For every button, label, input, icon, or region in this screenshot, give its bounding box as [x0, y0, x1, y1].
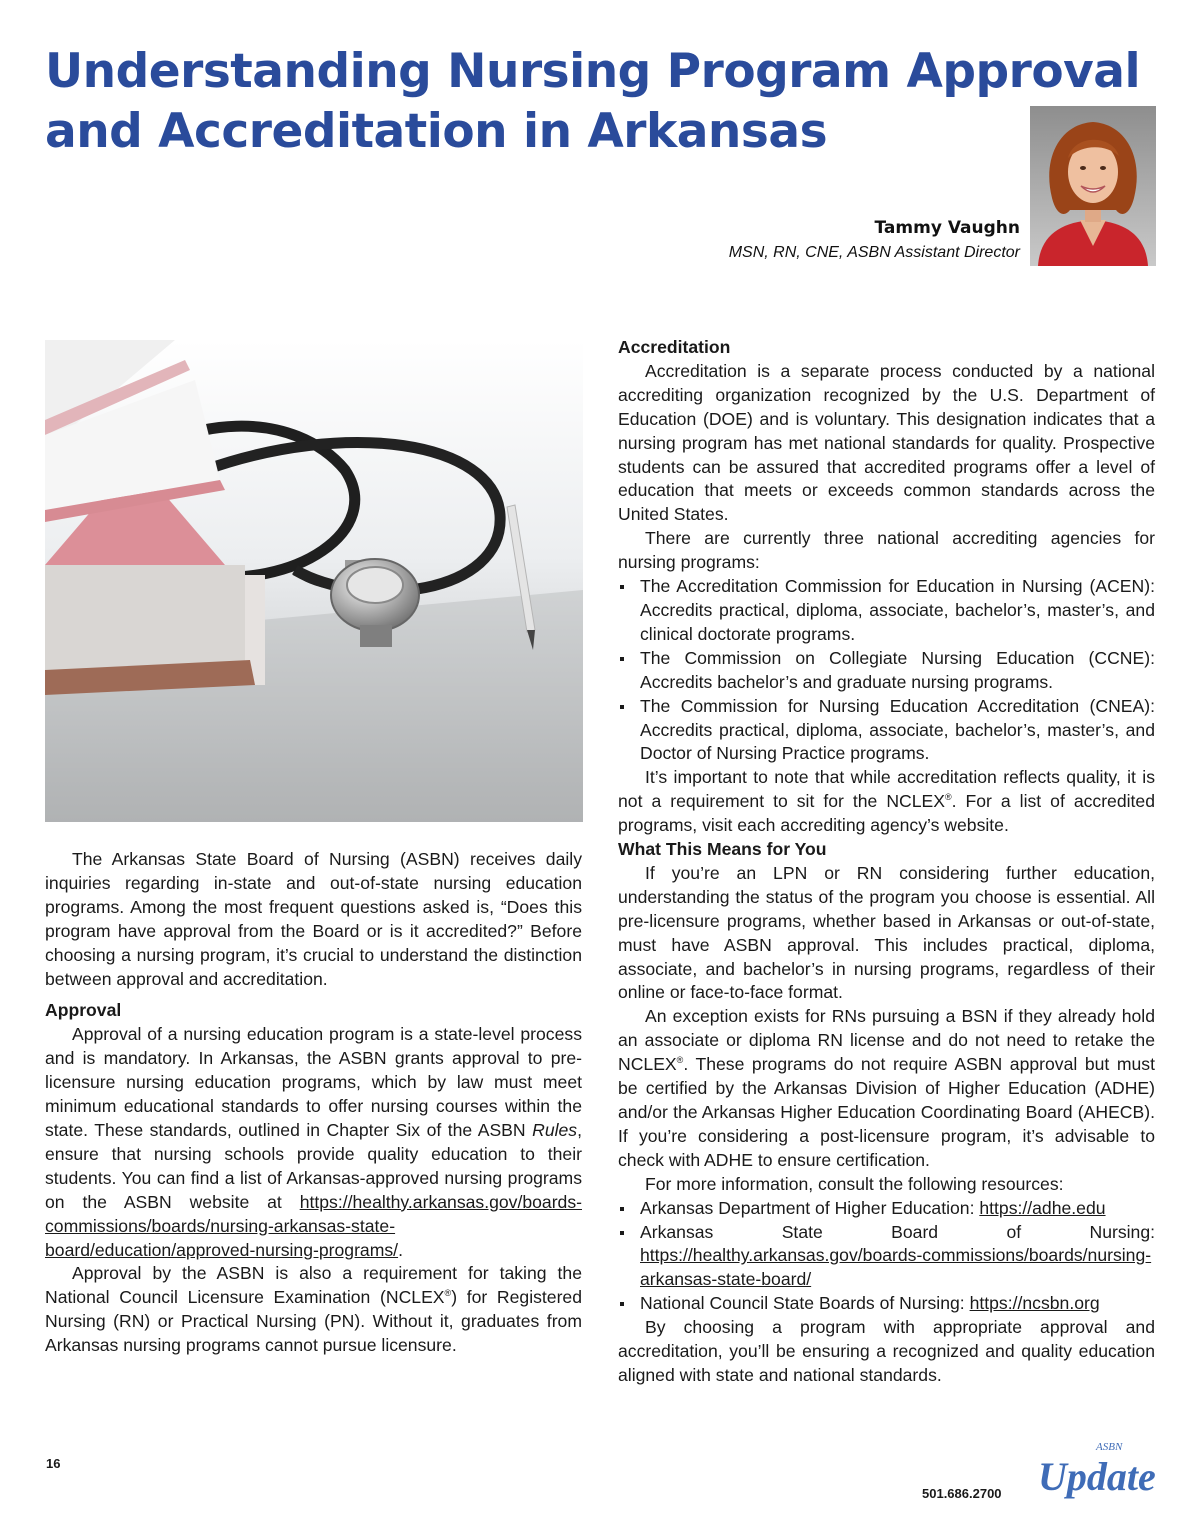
accreditation-paragraph-1: Accreditation is a separate process conducted by a national accrediting organization recognized by the U.S. Department of Education (DOE) and is voluntary. This designation indicates that a nursing program has met national standards for quality. Prospective students can be assured that accredited programs offer a level of education that meets or exceeds common standards across the United States.	[618, 360, 1155, 525]
approval-paragraph-1: Approval of a nursing education program is a state-level process and is mandatory. In Arkansas, the ASBN grants approval to pre-licensure nursing education programs, which by law must meet minimum educational standards to offer nursing courses within the state. These standards, outlined in Chapter Six of the ASBN Rules, ensure that nursing schools provide quality education to their students. You can find a list of Arkansas-approved nursing programs on the ASBN website at https://healthy.arkansas.gov/boards-commissions/boards/nursing-arkansas-state-board/education/approved-nursing-programs/.	[45, 1024, 582, 1260]
means-paragraph-2: An exception exists for RNs pursuing a BSN if they already hold an associate or diploma RN license and do not need to retake the NCLEX®. These programs do not require ASBN approval but must be certified by the Arkansas Division of Higher Education (ADHE) and/or the Arkansas Higher Education Coordinating Board (AHECB). If you’re considering a post-licensure program, it’s advisable to check with ADHE to ensure certification.	[618, 1006, 1155, 1170]
approved-programs-link[interactable]: https://healthy.arkansas.gov/boards-commissions/boards/nursing-arkansas-state-board/education/approved-nursing-programs/	[45, 1191, 582, 1260]
logo-asbn-text: ASBN	[1096, 1441, 1123, 1453]
left-column	[45, 848, 582, 1358]
list-item: Arkansas Department of Higher Education: https://adhe.edu	[618, 1197, 1155, 1221]
closing-paragraph: By choosing a program with appropriate approval and accreditation, you’ll be ensuring a recognized and quality education aligned with state and national standards.	[618, 1317, 1155, 1385]
approval-paragraph-2: Approval by the ASBN is also a requirement for taking the National Council Licensure Examination (NCLEX®) for Registered Nursing (RN) or Practical Nursing (PN). Without it, graduates from Arkansas nursing programs cannot pursue licensure.	[45, 1263, 583, 1356]
what-this-means-heading: What This Means for You	[618, 839, 827, 860]
list-item: Arkansas State Board of Nursing: https://healthy.arkansas.gov/boards-commissions/boards/nursing-arkansas-state-board/	[618, 1221, 1155, 1293]
author-portrait	[1030, 106, 1156, 266]
right-column	[618, 336, 1155, 1388]
list-item: The Commission on Collegiate Nursing Education (CCNE): Accredits bachelor’s and graduate nursing programs.	[618, 647, 1155, 695]
title-line-1: Understanding Nursing Program Approval	[45, 44, 1141, 99]
asbn-link[interactable]: https://healthy.arkansas.gov/boards-commissions/boards/nursing-arkansas-state-board/	[640, 1245, 1152, 1290]
list-item: National Council State Boards of Nursing: https://ncsbn.org	[618, 1292, 1155, 1316]
accreditation-paragraph-2: There are currently three national accrediting agencies for nursing programs:	[618, 528, 1155, 573]
intro-paragraph: The Arkansas State Board of Nursing (ASBN) receives daily inquiries regarding in-state and out-of-state nursing education programs. Among the most frequent questions asked is, “Does this program have approval from the Board or is it accredited?” Before choosing a nursing program, it’s crucial to understand the distinction between approval and accreditation.	[45, 849, 582, 989]
article-title	[45, 42, 1155, 162]
author-name: Tammy Vaughn	[874, 218, 1020, 238]
list-item: The Commission for Nursing Education Accreditation (CNEA): Accredits practical, diploma, associate, bachelor’s, master’s, and Doctor of Nursing Practice programs.	[618, 695, 1155, 767]
byline	[729, 218, 1020, 262]
means-paragraph-1: If you’re an LPN or RN considering further education, understanding the status of the program you choose is essential. All pre-licensure programs, whether based in Arkansas or out-of-state, must have ASBN approval. This includes practical, diploma, associate, and bachelor’s in nursing programs, regardless of their online or face-to-face format.	[618, 862, 1155, 1003]
accrediting-agencies-list	[618, 575, 1155, 766]
accreditation-heading: Accreditation	[618, 337, 731, 357]
adhe-link[interactable]: https://adhe.edu	[979, 1197, 1106, 1218]
ncsbn-link[interactable]: https://ncsbn.org	[969, 1293, 1100, 1314]
resources-list	[618, 1197, 1155, 1317]
author-role: MSN, RN, CNE, ASBN Assistant Director	[728, 244, 1020, 261]
footer-phone: 501.686.2700	[922, 1486, 1002, 1501]
logo-update-text: Update	[1038, 1454, 1156, 1499]
means-paragraph-3: For more information, consult the following resources:	[645, 1173, 1064, 1194]
title-line-2: and Accreditation in Arkansas	[45, 104, 828, 159]
asbn-update-logo	[1036, 1434, 1166, 1506]
approval-heading: Approval	[45, 1000, 122, 1021]
accreditation-paragraph-3: It’s important to note that while accreditation reflects quality, it is not a requirement to sit for the NCLEX®. For a list of accredited programs, visit each accrediting agency’s website.	[618, 767, 1155, 836]
hero-image-stethoscope-books	[45, 340, 583, 822]
list-item: The Accreditation Commission for Education in Nursing (ACEN): Accredits practical, diploma, associate, bachelor’s, master’s, and clinical doctorate programs.	[618, 575, 1155, 647]
page-number: 16	[46, 1456, 61, 1471]
